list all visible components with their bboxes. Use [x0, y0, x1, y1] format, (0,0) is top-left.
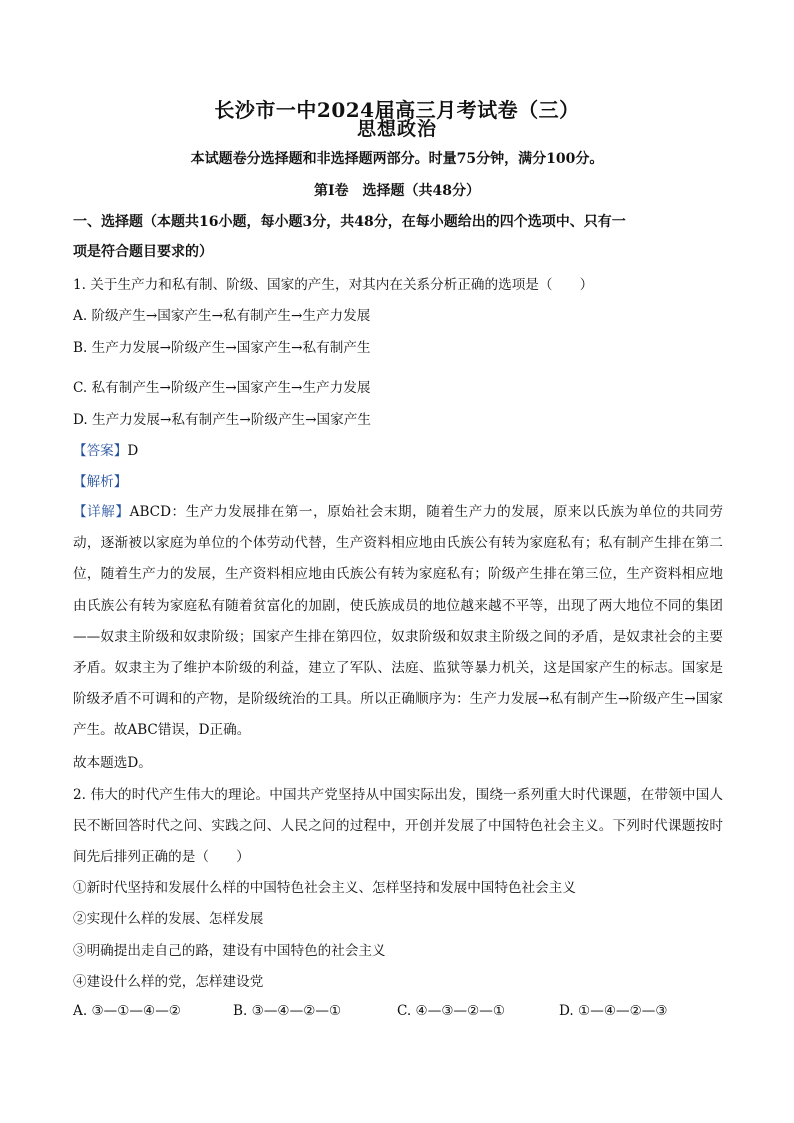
- q1-option-c: C. 私有制产生→阶级产生→国家产生→生产力发展: [73, 380, 371, 396]
- q2-item-3: ③明确提出走自己的路，建设有中国特色的社会主义: [73, 943, 386, 959]
- q1-option-a: A. 阶级产生→国家产生→私有制产生→生产力发展: [73, 308, 371, 324]
- q2-option-d: D. ①—④—②—③: [559, 1003, 668, 1019]
- analysis-tag: 【解析】: [73, 474, 128, 490]
- section-heading-line1: 一、选择题（本题共16小题，每小题3分，共48分，在每小题给出的四个选项中、只有一: [73, 214, 626, 230]
- section-heading-line2: 项是符合题目要求的）: [73, 244, 213, 260]
- q2-options: [73, 1003, 723, 1023]
- q1-stem: 1. 关于生产力和私有制、阶级、国家的产生，对其内在关系分析正确的选项是（ ）: [73, 277, 594, 293]
- answer-value: D: [127, 443, 139, 459]
- q2-item-1: ①新时代坚持和发展什么样的中国特色社会主义、怎样坚持和发展中国特色社会主义: [73, 880, 576, 896]
- detail-tag: 【详解】: [73, 504, 130, 520]
- q2-option-a: A. ③—①—④—②: [73, 1003, 181, 1019]
- q2-stem: 2. 伟大的时代产生伟大的理论。中国共产党坚持从中国实际出发，围绕一系列重大时代课题，在带领中国人民不断回答时代之问、实践之问、人民之问的过程中，开创并发展了中国特色社会主义。下列时代课题按时间先后排列正确的是（ ）: [73, 787, 723, 866]
- q1-option-d: D. 生产力发展→私有制产生→阶级产生→国家产生: [73, 412, 371, 428]
- part-heading: 第Ⅰ卷 选择题（共48分）: [313, 183, 481, 199]
- exam-title: 长沙市一中2024届高三月考试卷（三）: [214, 98, 580, 122]
- q2-item-4: ④建设什么样的党，怎样建设党: [73, 974, 264, 990]
- subject-title: 思想政治: [356, 118, 437, 140]
- exam-intro: 本试题卷分选择题和非选择题两部分。时量75分钟，满分100分。: [190, 151, 604, 167]
- q2-option-b: B. ③—④—②—①: [233, 1003, 342, 1019]
- q1-analysis-tag: [73, 472, 723, 492]
- answer-tag: 【答案】: [73, 443, 128, 459]
- q2-item-2: ②实现什么样的发展、怎样发展: [73, 911, 264, 927]
- q1-answer: [73, 441, 723, 461]
- q2-option-c: C. ④—③—②—①: [397, 1003, 506, 1019]
- detail-text: ABCD：生产力发展排在第一，原始社会末期，随着生产力的发展，原来以氏族为单位的共同劳动，逐渐被以家庭为单位的个体劳动代替，生产资料相应地由氏族公有转为家庭私有；私有制产生排在第二位，随着生产力的发展，生产资料相应地由氏族公有转为家庭私有；阶级产生排在第三位，生产资料相应地由氏族公有转为家庭私有随着贫富化的加剧，使氏族成员的地位越来越不平等，出现了两大地位不同的集团——奴隶主阶级和奴隶阶级；国家产生排在第四位，奴隶阶级和奴隶主阶级之间的矛盾，是奴隶社会的主要矛盾。奴隶主为了维护本阶级的利益，建立了军队、法庭、监狱等暴力机关，这是国家产生的标志。国家是阶级矛盾不可调和的产物，是阶级统治的工具。所以正确顺序为：生产力发展→私有制产生→阶级产生→国家产生。故ABC错误，D正确。: [73, 504, 724, 739]
- q1-detail: [73, 497, 723, 747]
- q1-option-b: B. 生产力发展→阶级产生→国家产生→私有制产生: [73, 340, 371, 356]
- q1-conclusion: 故本题选D。: [73, 755, 152, 771]
